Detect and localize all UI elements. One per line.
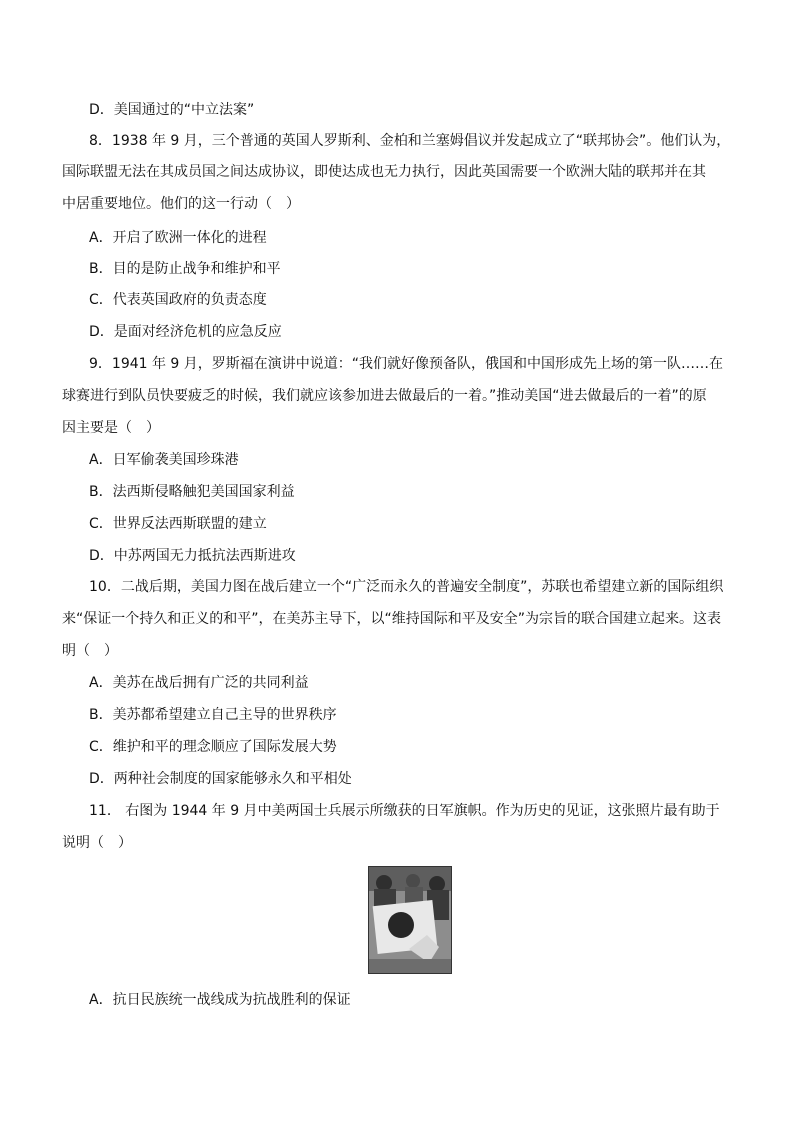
q8-stem-line2: 国际联盟无法在其成员国之间达成协议，即使达成也无力执行，因此英国需要一个欧洲大陆的联邦并在其	[62, 164, 706, 180]
prev-option-d: D．美国通过的“中立法案”	[89, 102, 255, 118]
q9-option-a: A．日军偷袭美国珍珠港	[89, 452, 239, 468]
q8-option-a: A．开启了欧洲一体化的进程	[89, 230, 267, 246]
q8-stem-line3: 中居重要地位。他们的这一行动（ ）	[62, 196, 300, 212]
q10-option-a: A．美苏在战后拥有广泛的共同利益	[89, 675, 309, 691]
q10-stem-line3: 明（ ）	[62, 643, 118, 659]
q11-stem-line2: 说明（ ）	[62, 835, 132, 851]
q8-option-c: C．代表英国政府的负责态度	[89, 292, 267, 308]
q10-stem-line2: 来“保证一个持久和正义的和平”，在美苏主导下，以“维持国际和平及安全”为宗旨的联合国建立起来。这表	[62, 611, 722, 627]
q10-option-c: C．维护和平的理念顺应了国际发展大势	[89, 739, 337, 755]
q10-option-b: B．美苏都希望建立自己主导的世界秩序	[89, 707, 337, 723]
q10-stem-line1: 10．二战后期，美国力图在战后建立一个“广泛而永久的普遍安全制度”，苏联也希望建立新的国际组织	[89, 579, 724, 595]
q11-option-a: A．抗日民族统一战线成为抗战胜利的保证	[89, 992, 351, 1008]
q9-option-c: C．世界反法西斯联盟的建立	[89, 516, 267, 532]
q9-stem-line1: 9．1941 年 9 月，罗斯福在演讲中说道：“我们就好像预备队，俄国和中国形成先上场的第一队……在	[89, 356, 724, 372]
q8-option-b: B．目的是防止战争和维护和平	[89, 261, 281, 277]
q9-option-d: D．中苏两国无力抵抗法西斯进攻	[89, 548, 296, 564]
q8-stem-line1: 8．1938 年 9 月，三个普通的英国人罗斯利、金柏和兰塞姆倡议并发起成立了“联邦协会”。他们认为，	[89, 133, 731, 149]
q9-option-b: B．法西斯侵略触犯美国国家利益	[89, 484, 295, 500]
q10-option-d: D．两种社会制度的国家能够永久和平相处	[89, 771, 352, 787]
q8-option-d: D．是面对经济危机的应急反应	[89, 324, 282, 340]
q9-stem-line2: 球赛进行到队员快要疲乏的时候，我们就应该参加进去做最后的一着。”推动美国“进去做最后的一着”的原	[62, 388, 707, 404]
q9-stem-line3: 因主要是（ ）	[62, 420, 160, 436]
q11-stem-line1: 11． 右图为 1944 年 9 月中美两国士兵展示所缴获的日军旗帜。作为历史的见证，这张照片最有助于	[89, 803, 720, 819]
historical-photo	[368, 866, 452, 974]
